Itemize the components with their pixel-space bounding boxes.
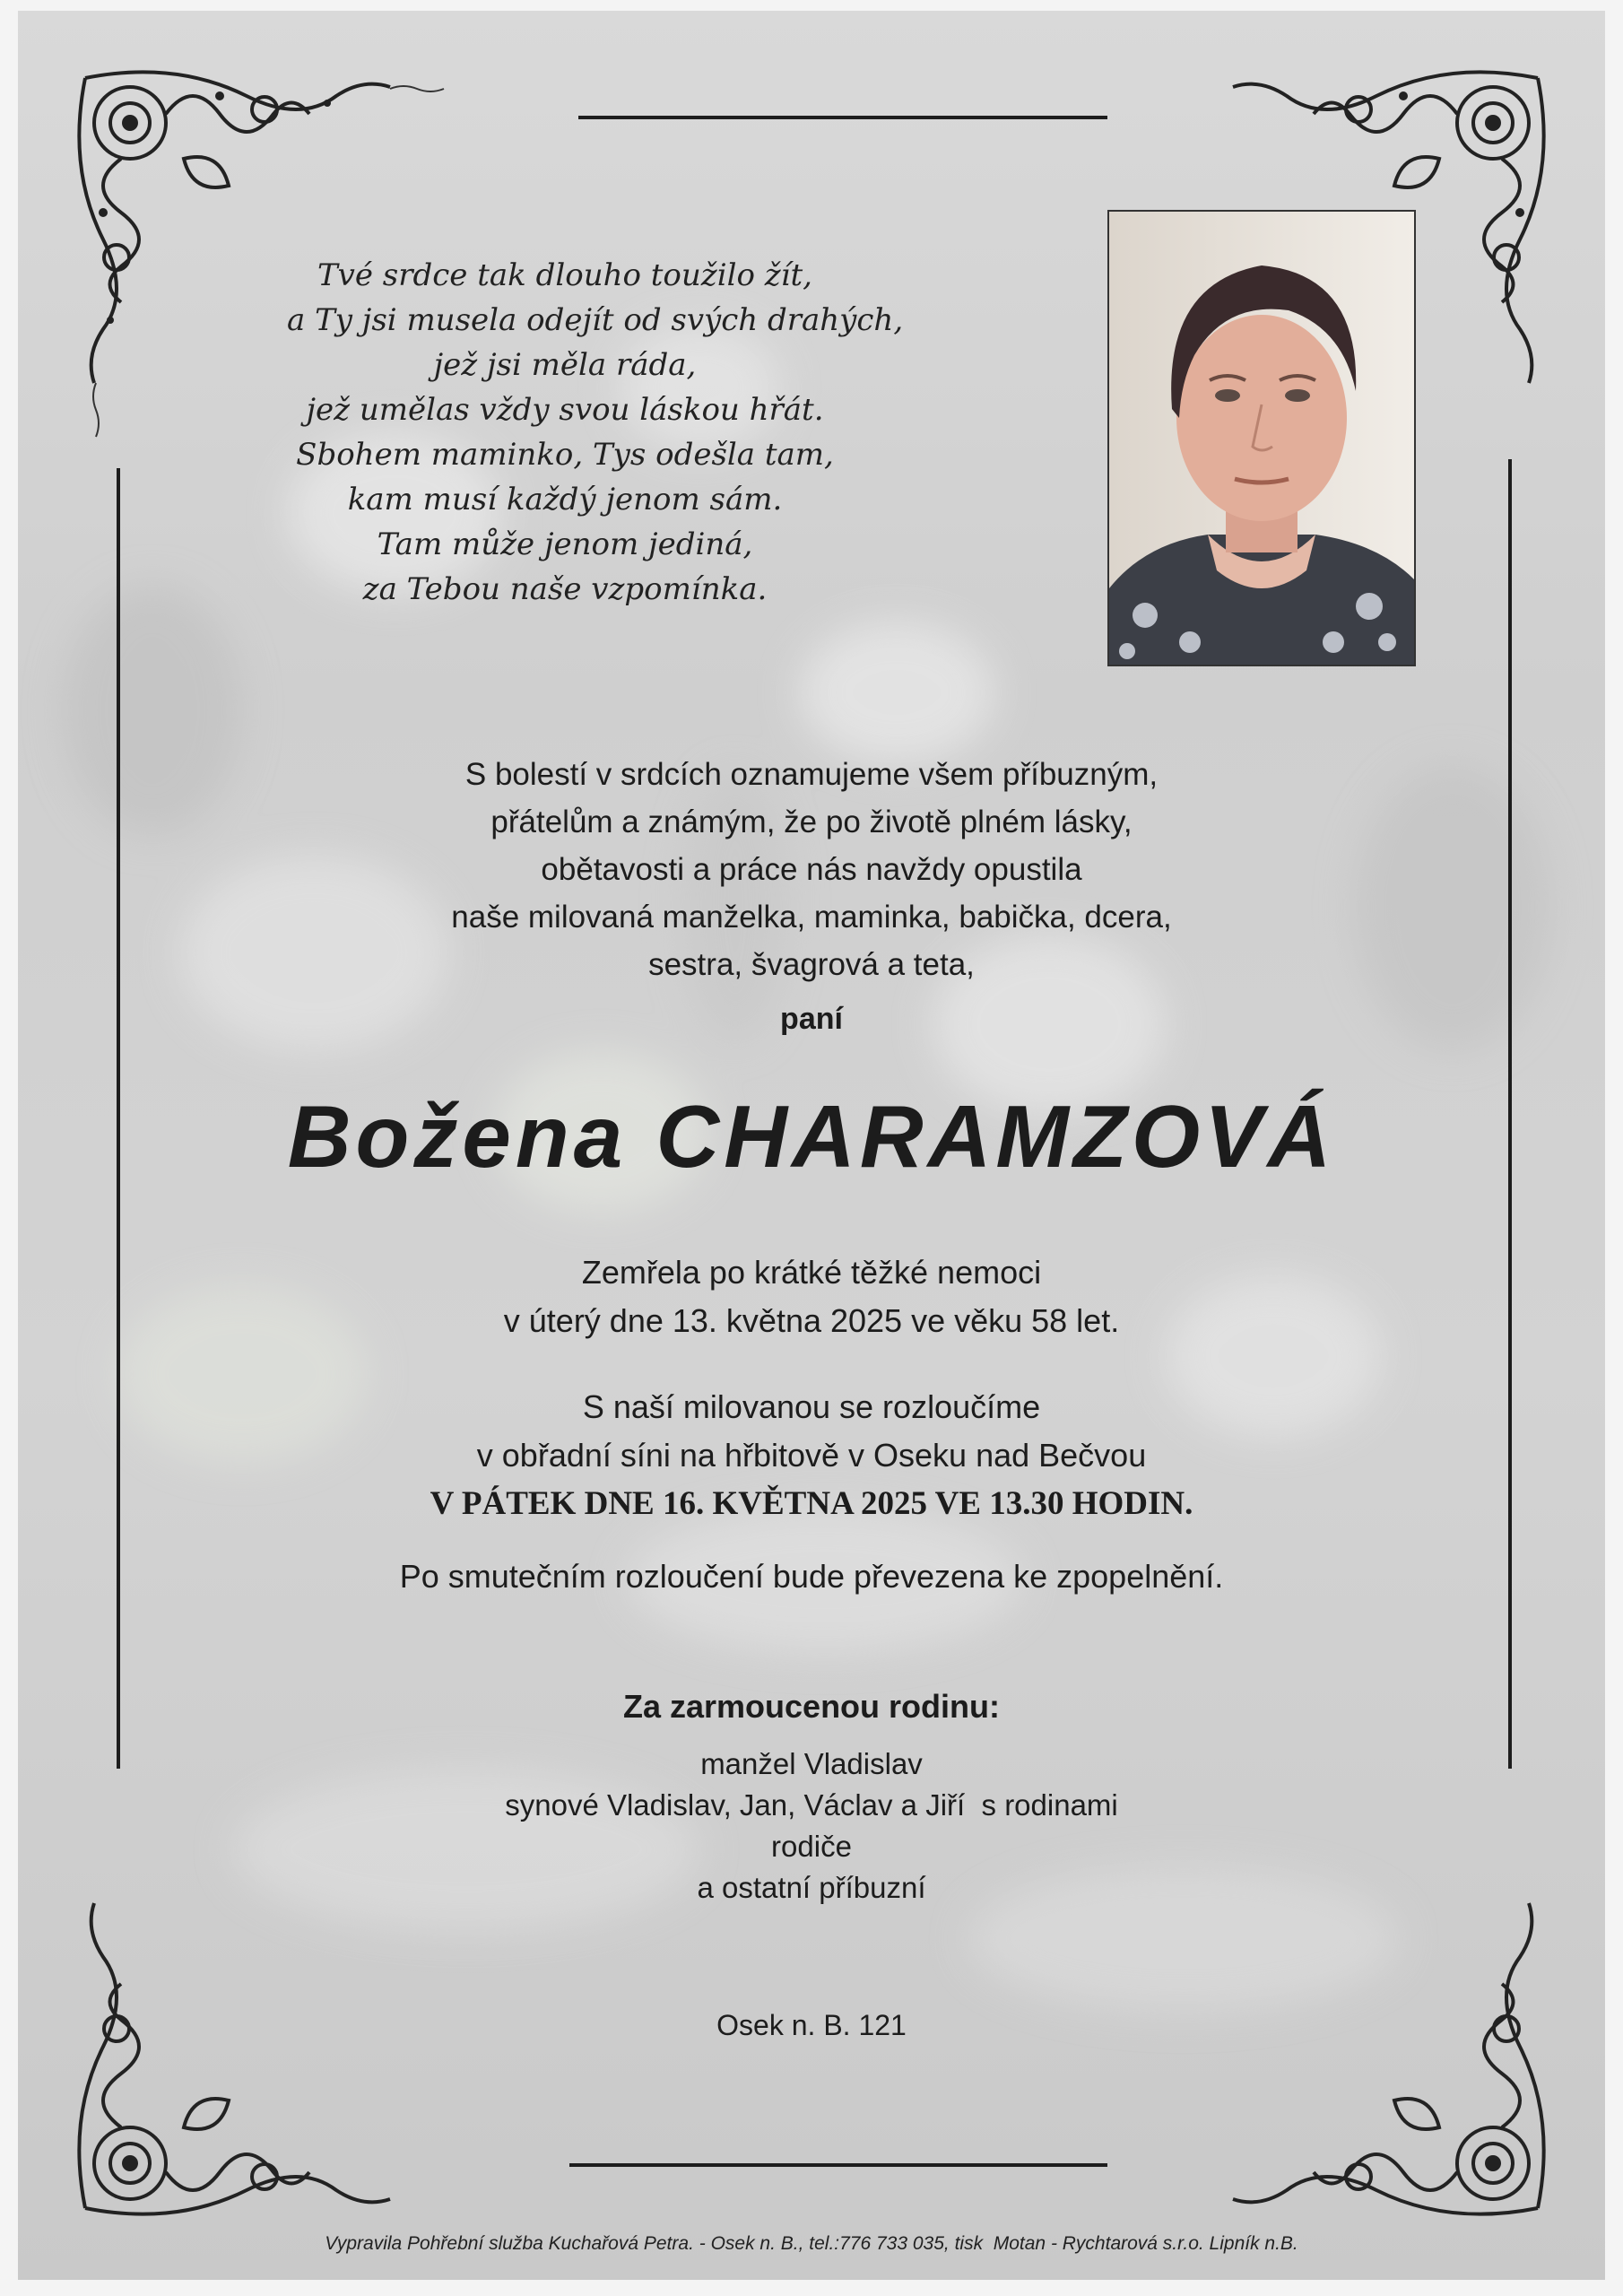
family-members (197, 1744, 1426, 1909)
portrait-photo (1107, 210, 1416, 666)
frame-rule-bottom (569, 2163, 1107, 2167)
family-title: Za zarmoucenou rodinu: (622, 1688, 1000, 1725)
death-details (197, 1248, 1426, 1345)
poem-line: kam musí každý jenom sám. (347, 482, 783, 517)
farewell-datetime: V PÁTEK DNE 16. KVĚTNA 2025 VE 13.30 HODIN. (430, 1485, 1193, 1522)
announcement-line: obětavosti a práce nás navždy opustila (541, 852, 1082, 887)
announcement-line: přátelům a známým, že po životě plném lásky, (490, 804, 1133, 839)
farewell-line: S naší milovanou se rozloučíme (582, 1388, 1041, 1425)
obituary-sheet (18, 11, 1605, 2280)
farewell-line: v obřadní síni na hřbitově v Oseku nad Bečvou (476, 1437, 1147, 1474)
announcement-line: sestra, švagrová a teta, (648, 947, 975, 982)
family-member: a ostatní příbuzní (697, 1871, 926, 1904)
death-line: Zemřela po krátké těžké nemoci (581, 1254, 1042, 1291)
address: Osek n. B. 121 (716, 2009, 907, 2041)
announcement-line: naše milovaná manželka, maminka, babička, dcera, (451, 900, 1172, 935)
family-member: manžel Vladislav (700, 1747, 923, 1780)
family-member: rodiče (771, 1830, 852, 1863)
frame-rule-right (1508, 459, 1512, 1769)
poem-line: Tvé srdce tak dlouho toužilo žít, (317, 257, 812, 293)
poem-line: a Ty jsi musela odejít od svých drahých, (287, 302, 904, 338)
frame-rule-top (578, 116, 1107, 119)
farewell-details (197, 1383, 1426, 1528)
death-line: v úterý dne 13. května 2025 ve věku 58 let. (503, 1302, 1120, 1339)
poem-line: Tam může jenom jediná, (377, 526, 753, 562)
poem-line: Sbohem maminko, Tys odešla tam, (296, 437, 834, 473)
portrait-illustration (1109, 212, 1414, 665)
cremation-note: Po smutečním rozloučení bude převezena ke zpopelnění. (399, 1558, 1224, 1595)
footer-credit: Vypravila Pohřební služba Kuchařová Petra. - Osek n. B., tel.:776 733 035, tisk Motan - Rychtarová s.r.o. Lipník n.B. (325, 2233, 1298, 2254)
memorial-poem (287, 253, 904, 612)
deceased-name: Božena CHARAMZOVÁ (287, 1087, 1336, 1186)
salutation: paní (780, 1002, 843, 1036)
announcement-line: S bolestí v srdcích oznamujeme všem příbuzným, (464, 757, 1159, 792)
family-member: synové Vladislav, Jan, Václav a Jiří s rodinami (505, 1788, 1118, 1822)
poem-line: jež jsi měla ráda, (433, 347, 697, 383)
poem-line: jež umělas vždy svou láskou hřát. (306, 392, 824, 428)
poem-line: za Tebou naše vzpomínka. (362, 571, 768, 607)
announcement-text (197, 751, 1426, 988)
frame-rule-left (117, 468, 120, 1769)
